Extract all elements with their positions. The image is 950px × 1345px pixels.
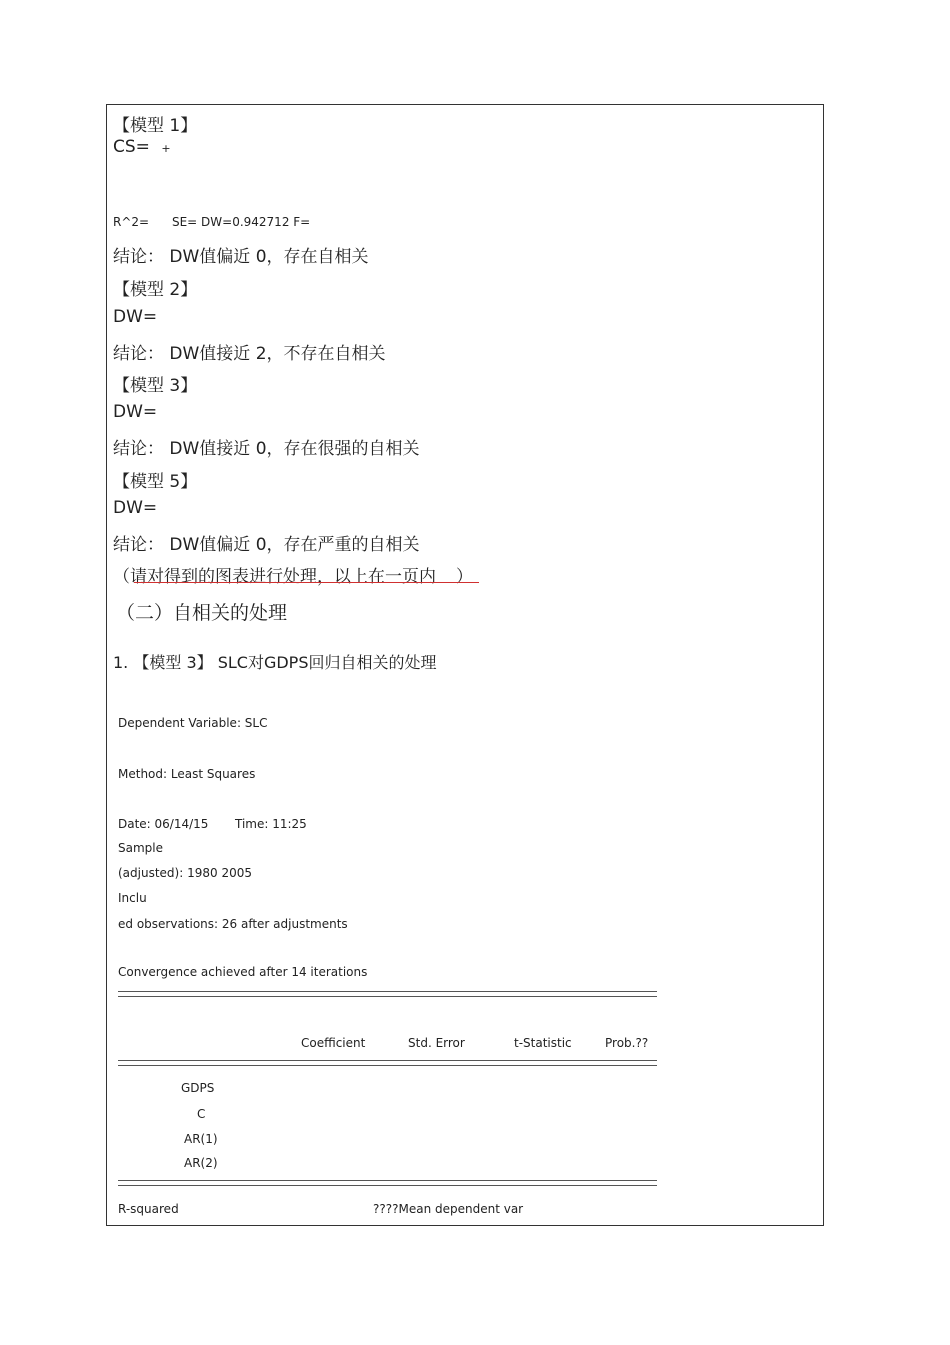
model3-header: 【模型 3】 (113, 376, 198, 396)
model2-conclusion: 结论： DW值接近 2，不存在自相关 (113, 344, 386, 364)
model1-stats: R^2= SE= DW=0.942712 F= (113, 215, 311, 229)
row-gdps: GDPS (181, 1081, 215, 1095)
section-title: （二）自相关的处理 (116, 602, 288, 624)
note-underline (134, 582, 479, 583)
subsection-title: 1. 【模型 3】 SLC对GDPS回归自相关的处理 (113, 653, 437, 672)
note-line (113, 562, 473, 587)
model1-header: 【模型 1】 (113, 116, 198, 136)
model5-dw: DW= (113, 498, 158, 518)
mean-dependent-var-label: ????Mean dependent var (373, 1202, 524, 1216)
table-rule-header (118, 1060, 657, 1066)
col-coefficient: Coefficient (301, 1036, 366, 1050)
model1-equation (113, 137, 171, 157)
table-rule-bottom (118, 1180, 657, 1186)
note-text: 请对得到的图表进行处理，以上在一页内 (130, 567, 436, 587)
model2-dw: DW= (113, 307, 158, 327)
sample-label: Sample (118, 841, 163, 855)
date: Date: 06/14/15 (118, 817, 209, 831)
model3-conclusion: 结论： DW值接近 0，存在很强的自相关 (113, 439, 420, 459)
model1-conclusion: 结论： DW值偏近 0，存在自相关 (113, 247, 369, 267)
table-rule-top (118, 991, 657, 997)
col-prob: Prob.?? (605, 1036, 649, 1050)
model5-header: 【模型 5】 (113, 472, 198, 492)
model5-conclusion: 结论： DW值偏近 0，存在严重的自相关 (113, 535, 420, 555)
col-std-error: Std. Error (408, 1036, 465, 1050)
r-squared-label: R-squared (118, 1202, 179, 1216)
convergence: Convergence achieved after 14 iterations (118, 965, 368, 979)
included-obs-1: Inclu (118, 891, 147, 905)
model1-equation-prefix: CS= (113, 137, 150, 157)
row-ar2: AR(2) (184, 1156, 218, 1170)
model3-dw: DW= (113, 402, 158, 422)
row-c: C (197, 1107, 206, 1121)
time: Time: 11:25 (235, 817, 307, 831)
note-close: ） (456, 567, 473, 587)
row-ar1: AR(1) (184, 1132, 218, 1146)
col-t-statistic: t-Statistic (514, 1036, 572, 1050)
method: Method: Least Squares (118, 767, 256, 781)
model1-plus: + (161, 142, 171, 155)
note-open: （ (113, 567, 130, 587)
dependent-variable: Dependent Variable: SLC (118, 716, 268, 730)
included-obs-2: ed observations: 26 after adjustments (118, 917, 348, 931)
model2-header: 【模型 2】 (113, 280, 198, 300)
sample-value: (adjusted): 1980 2005 (118, 866, 252, 880)
